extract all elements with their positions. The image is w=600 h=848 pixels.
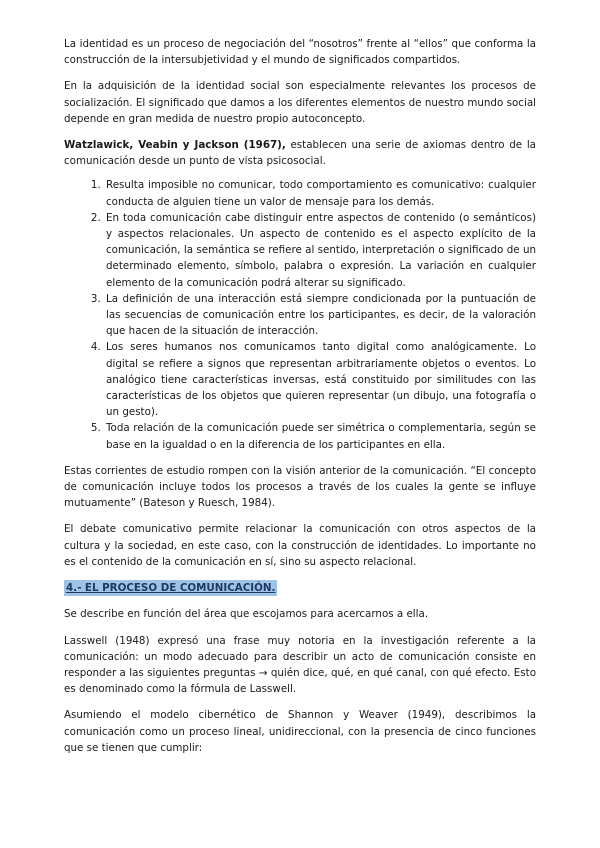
axiom-item: 5. Toda relación de la comunicación puede ser simétrica o complementaria, según se base en la igualdad o en la diferencia de los participantes en ella. <box>104 420 536 452</box>
paragraph-lasswell: Lasswell (1948) expresó una frase muy notoria en la investigación referente a la comunicación: un modo adecuado para describir un acto de comunicación consiste en responder a las siguientes preguntas → quién dice, qué, en qué canal, con qué efecto. Esto es denominado como la fórmula de Lasswell. <box>64 634 536 696</box>
paragraph-identity: La identidad es un proceso de negociación del “nosotros” frente al “ellos” que conforma la construcción de la intersubjetividad y el mundo de significados compartidos. <box>64 38 536 67</box>
paragraph-bateson-ruesch: Estas corrientes de estudio rompen con la visión anterior de la comunicación. “El concepto de comunicación incluye todos los procesos a través de los cuales la gente se influye mutuamente” (Bateson y Ruesch, 1984). <box>64 464 536 510</box>
axioms-list <box>64 177 536 452</box>
paragraph-socialization: En la adquisición de la identidad social son especialmente relevantes los procesos de socialización. El significado que damos a los diferentes elementos de nuestro mundo social depende en gran medida de nuestro propio autoconcepto. <box>64 80 536 125</box>
axiom-item: 3. La definición de una interacción está siempre condicionada por la puntuación de las secuencias de comunicación entre los participantes, es decir, de la valoración que hacen de la situación de interacción. <box>104 291 536 340</box>
authors-citation: Watzlawick, Veabin y Jackson (1967), <box>64 139 286 152</box>
section-heading: 4.- EL PROCESO DE COMUNICACIÓN. <box>64 580 277 596</box>
paragraph-area: Se describe en función del área que escojamos para acercarnos a ella. <box>64 608 429 621</box>
paragraph-shannon-weaver: Asumiendo el modelo cibernético de Shannon y Weaver (1949), describimos la comunicación como un proceso lineal, unidireccional, con la presencia de cinco funciones que se tienen que cumplir: <box>64 709 536 754</box>
paragraph-axioms-intro <box>64 137 536 169</box>
axioms-intro-text: establecen una serie de axiomas dentro de la comunicación desde un punto de vista psicosocial. <box>64 139 536 168</box>
axiom-item: 1. Resulta imposible no comunicar, todo comportamiento es comunicativo: cualquier conducta de alguien tiene un valor de mensaje para los demás. <box>104 177 536 209</box>
paragraph-debate: El debate comunicativo permite relacionar la comunicación con otros aspectos de la cultura y la sociedad, en este caso, con la construcción de identidades. Lo importante no es el contenido de la comunicación en sí, sino su aspecto relacional. <box>64 523 536 568</box>
axiom-item: 4. Los seres humanos nos comunicamos tanto digital como analógicamente. Lo digital se refiere a signos que representan arbitrariamente objetos o eventos. Lo analógico tiene características inversas, está constituido por similitudes con las características de los objetos que quieren representar (un dibujo, una fotografía o un gesto). <box>104 339 536 420</box>
section-heading-wrap <box>64 580 536 596</box>
axiom-item: 2. En toda comunicación cabe distinguir entre aspectos de contenido (o semánticos) y aspectos relacionales. Un aspecto de contenido es el aspecto explícito de la comunicación, la semántica se refiere al sentido, interpretación o significado de un determinado elemento, símbolo, palabra o expresión. La variación en cualquier elemento de la comunicación podrá alterar su significado. <box>104 210 536 291</box>
